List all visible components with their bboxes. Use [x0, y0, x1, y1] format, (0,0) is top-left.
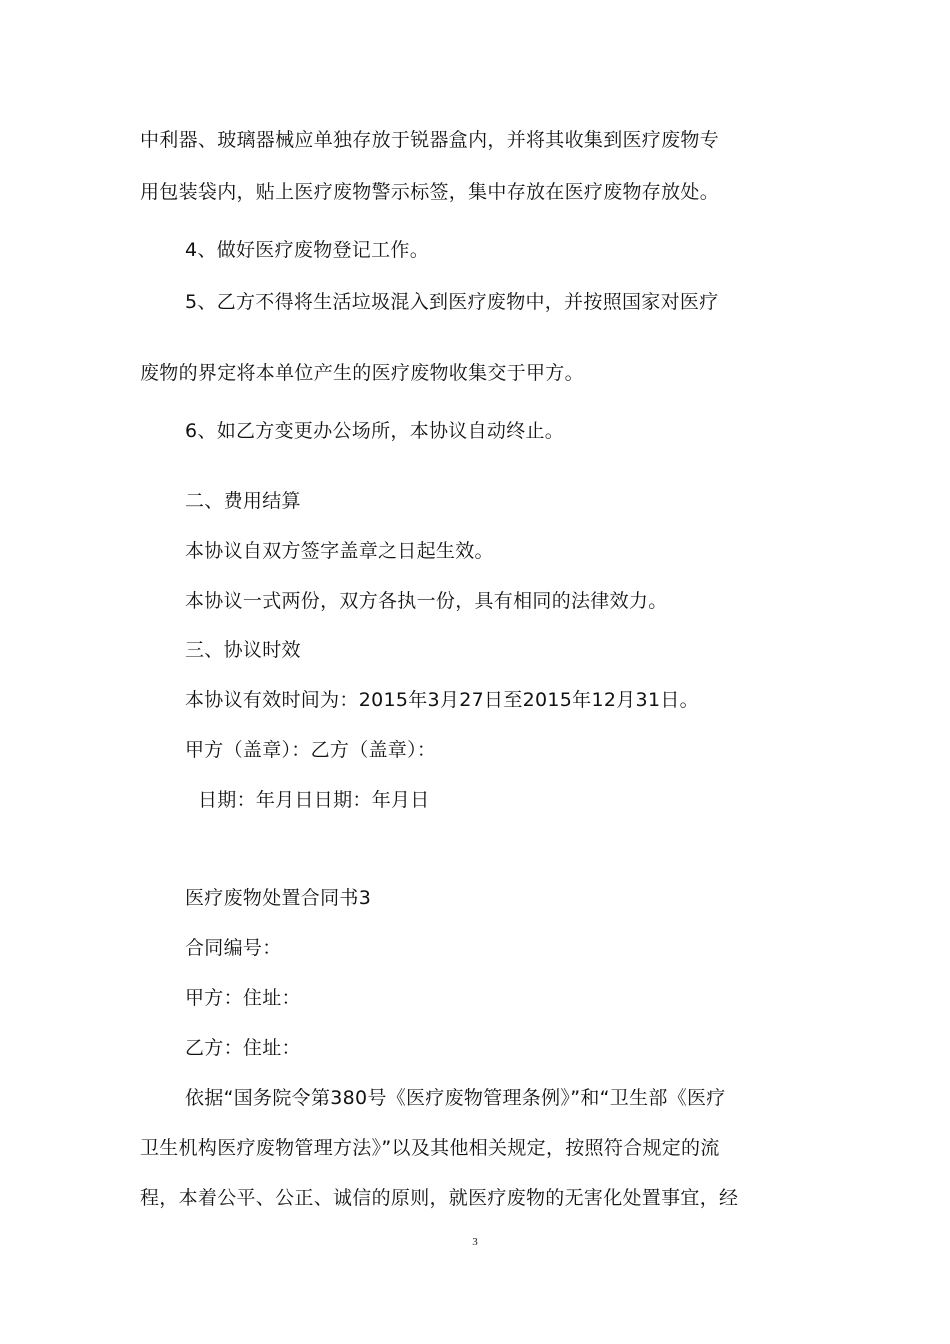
text-line: 依据“国务院令第380号《医疗废物管理条例》”和“卫生部《医疗 [185, 1087, 726, 1109]
section-heading: 三、协议时效 [185, 639, 301, 661]
date-line: 日期：年月日日期：年月日 [198, 789, 430, 811]
contract-number: 合同编号： [185, 937, 282, 959]
text-line: 废物的界定将本单位产生的医疗废物收集交于甲方。 [140, 362, 584, 384]
text-line: 卫生机构医疗废物管理方法》”以及其他相关规定，按照符合规定的流 [140, 1137, 720, 1159]
text-line: 5、乙方不得将生活垃圾混入到医疗废物中，并按照国家对医疗 [185, 291, 719, 313]
text-line: 程，本着公平、公正、诚信的原则，就医疗废物的无害化处置事宜，经 [140, 1187, 739, 1209]
text-line: 本协议有效时间为：2015年3月27日至2015年12月31日。 [185, 689, 699, 711]
text-line: 本协议一式两份，双方各执一份，具有相同的法律效力。 [185, 590, 668, 612]
text-line: 本协议自双方签字盖章之日起生效。 [185, 540, 494, 562]
page-number: 3 [472, 1236, 478, 1248]
text-line: 中利器、玻璃器械应单独存放于锐器盒内，并将其收集到医疗废物专 [140, 129, 720, 151]
party-b-line: 乙方：住址： [185, 1037, 301, 1059]
party-a-line: 甲方：住址： [185, 987, 301, 1009]
signature-line: 甲方（盖章）：乙方（盖章）： [185, 739, 437, 761]
text-line: 用包装袋内，贴上医疗废物警示标签，集中存放在医疗废物存放处。 [140, 181, 720, 203]
section-heading: 二、费用结算 [185, 490, 301, 512]
contract-title: 医疗废物处置合同书3 [185, 887, 372, 909]
text-line: 6、如乙方变更办公场所，本协议自动终止。 [185, 420, 565, 442]
text-line: 4、做好医疗废物登记工作。 [185, 239, 429, 261]
